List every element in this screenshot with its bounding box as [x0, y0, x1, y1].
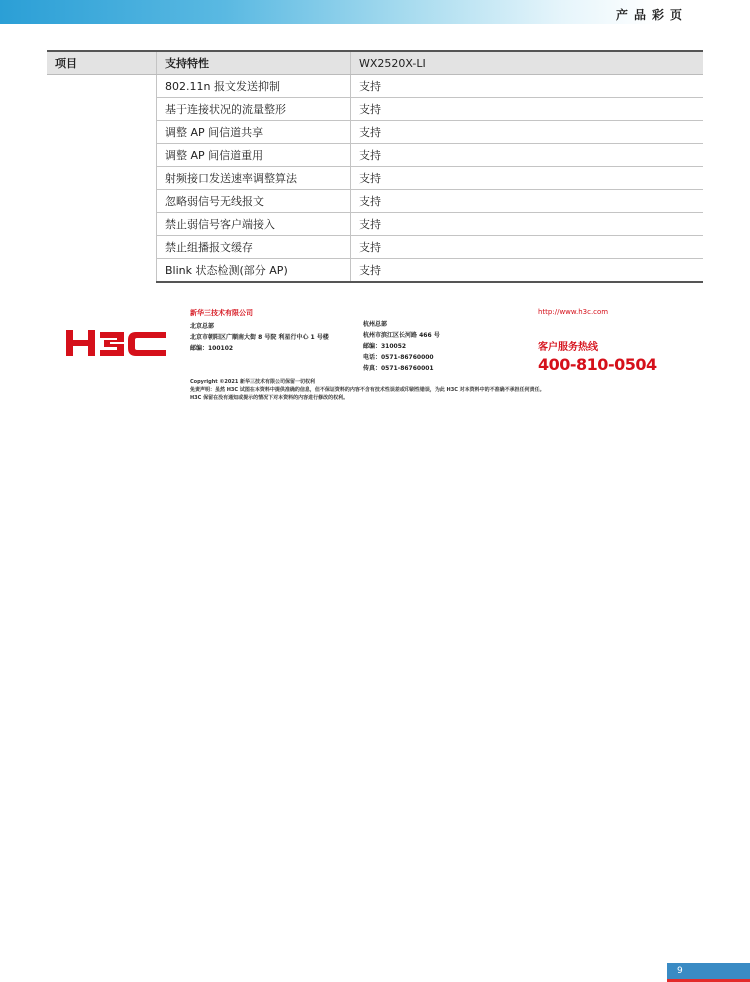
disclaimer-line-2: H3C 保留在没有通知或提示的情况下对本资料的内容进行修改的权利。 [190, 395, 349, 401]
spec-table [47, 50, 703, 283]
hangzhou-contact [363, 319, 440, 374]
hangzhou-phone: 电话：0571-86760000 [363, 354, 434, 361]
feature-cell: 射频接口发送速率调整算法 [157, 167, 351, 190]
h3c-logo [66, 328, 170, 358]
hotline-number: 400-810-0504 [538, 355, 657, 374]
copyright-block [190, 378, 710, 402]
header-banner [0, 0, 750, 24]
value-cell: 支持 [351, 167, 704, 190]
item-cell [47, 75, 157, 283]
feature-cell: 基于连接状况的流量整形 [157, 98, 351, 121]
beijing-title: 北京总部 [190, 323, 215, 330]
table-header-row [47, 51, 703, 75]
value-cell: 支持 [351, 144, 704, 167]
header-feature: 支持特性 [157, 51, 351, 75]
value-cell: 支持 [351, 75, 704, 98]
service-contact [538, 308, 657, 374]
header-item: 项目 [47, 51, 157, 75]
disclaimer-line-1: 免责声明：虽然 H3C 试图在本资料中提供准确的信息，但不保证资料的内容不含有技术性误差或印刷性错误，为此 H3C 对本资料中的不准确不承担任何责任。 [190, 387, 545, 393]
feature-cell: 忽略弱信号无线报文 [157, 190, 351, 213]
value-cell: 支持 [351, 236, 704, 259]
value-cell: 支持 [351, 98, 704, 121]
beijing-contact [190, 308, 329, 354]
feature-cell: 调整 AP 间信道重用 [157, 144, 351, 167]
footer [0, 300, 750, 420]
h3c-logo-graphic [66, 328, 170, 358]
table-row [47, 75, 703, 98]
page-number: 9 [667, 963, 750, 979]
hangzhou-address: 杭州市滨江区长河路 466 号 [363, 332, 440, 339]
website-link[interactable]: http://www.h3c.com [538, 308, 609, 316]
hangzhou-postcode: 邮编：310052 [363, 343, 407, 350]
copyright-text: Copyright ©2021 新华三技术有限公司保留一切权利 [190, 379, 316, 385]
header-model: WX2520X-LI [351, 51, 704, 75]
feature-cell: 禁止弱信号客户端接入 [157, 213, 351, 236]
value-cell: 支持 [351, 121, 704, 144]
feature-cell: Blink 状态检测(部分 AP) [157, 259, 351, 283]
header-title: 产品彩页 [615, 8, 688, 22]
value-cell: 支持 [351, 259, 704, 283]
feature-cell: 802.11n 报文发送抑制 [157, 75, 351, 98]
feature-cell: 禁止组播报文缓存 [157, 236, 351, 259]
hotline-label: 客户服务热线 [538, 342, 598, 353]
beijing-postcode: 邮编：100102 [190, 345, 234, 352]
value-cell: 支持 [351, 190, 704, 213]
beijing-address: 北京市朝阳区广顺南大街 8 号院 利星行中心 1 号楼 [190, 334, 329, 341]
value-cell: 支持 [351, 213, 704, 236]
hangzhou-fax: 传真：0571-86760001 [363, 365, 434, 372]
company-name: 新华三技术有限公司 [190, 309, 253, 317]
hangzhou-title: 杭州总部 [363, 321, 388, 328]
feature-cell: 调整 AP 间信道共享 [157, 121, 351, 144]
